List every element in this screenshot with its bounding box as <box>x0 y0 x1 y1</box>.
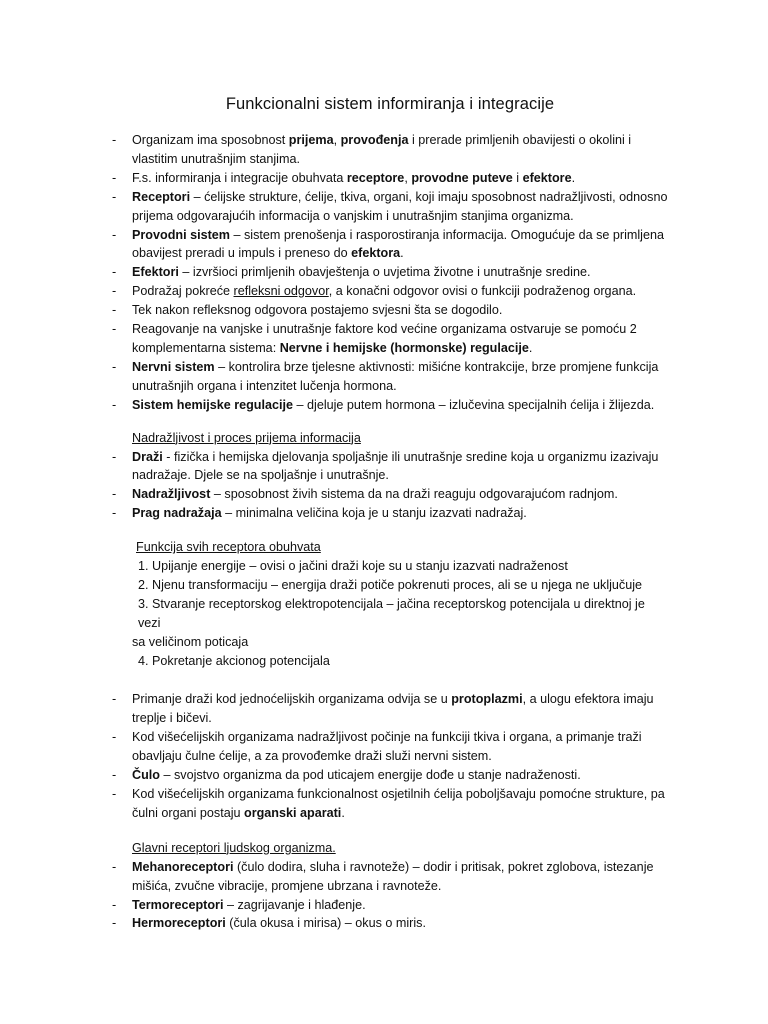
list-item: - Kod višećelijskih organizama funkcionalnost osjetilnih ćelija poboljšavaju pomoćne strukture, pa čulni organi postaju organski aparati. <box>112 787 665 820</box>
dash-marker: - <box>112 692 117 707</box>
list-item: - Čulo – svojstvo organizma da pod uticajem energije dođe u stanje nadraženosti. <box>112 766 668 785</box>
dash-marker: - <box>112 284 117 299</box>
dash-marker: - <box>112 303 117 318</box>
section-heading: Glavni receptori ljudskog organizma. <box>132 840 336 855</box>
numbered-item: 4. Pokretanje akcionog potencijala <box>138 653 330 668</box>
numbered-item: 3. Stvaranje receptorskog elektropotencijala – jačina receptorskog potencijala u direktnoj je vezi sa veličinom poticaja <box>132 596 645 649</box>
list-item: - Prag nadražaja – minimalna veličina koja je u stanju izazvati nadražaj. <box>112 504 668 523</box>
dash-marker: - <box>112 359 117 374</box>
list-item: - Reagovanje na vanjske i unutrašnje faktore kod većine organizama ostvaruje se pomoću 2 komplementarna sistema: Nervne i hemijske (hormonske) regulacije. <box>112 322 637 355</box>
dash-marker: - <box>112 859 117 874</box>
section-list <box>112 690 668 822</box>
intro-list <box>112 131 668 415</box>
page-title: Funkcionalni sistem informiranja i integracije <box>225 95 555 113</box>
dash-marker: - <box>112 916 117 931</box>
list-item: - Mehanoreceptori (čulo dodira, sluha i ravnoteže) – dodir i pritisak, pokret zglobova, istezanje mišića, zvučne vibracije, promjene ubrzana i ravnoteže. <box>112 859 654 893</box>
dash-marker: - <box>112 265 117 280</box>
dash-marker: - <box>112 768 117 783</box>
dash-marker: - <box>112 506 117 521</box>
list-item: - Kod višećelijskih organizama nadražljivost počinje na funkciji tkiva i organa, a primanje traži obavljaju čulne ćelije, a za provođemke draži služi nervni sistem. <box>112 730 642 764</box>
list-item: - Podražaj pokreće refleksni odgovor, a konačni odgovor ovisi o funkciji podraženog organa. <box>112 282 668 301</box>
list-item: - F.s. informiranja i integracije obuhvata receptore, provodne puteve i efektore. <box>112 169 668 188</box>
dash-marker: - <box>112 170 117 185</box>
dash-marker: - <box>112 897 117 912</box>
dash-marker: - <box>112 227 117 242</box>
dash-marker: - <box>112 730 117 745</box>
dash-marker: - <box>112 449 117 464</box>
numbered-list <box>112 557 668 670</box>
dash-marker: - <box>112 133 117 147</box>
list-item: - Draži - fizička i hemijska djelovanja spoljašnje ili unutrašnje sredine koja u organizmu izazivaju nadražaje. Djele se na spoljašnje i unutrašnje. <box>112 449 659 483</box>
list-item: - Termoreceptori – zagrijavanje i hlađenje. <box>112 896 668 915</box>
list-item: - Primanje draži kod jednoćelijskih organizama odvija se u protoplazmi, a ulogu efektora imaju treplje i bičevi. <box>112 692 654 726</box>
section-heading: Funkcija svih receptora obuhvata <box>136 540 321 555</box>
list-item: - Tek nakon refleksnog odgovora postajemo svjesni šta se dogodilo. <box>112 301 668 320</box>
list-item: - Nadražljivost – sposobnost živih sistema da na draži reaguju odgovarajućom radnjom. <box>112 485 668 504</box>
dash-marker: - <box>112 189 117 204</box>
section-list <box>112 448 668 524</box>
dash-marker: - <box>112 322 117 337</box>
list-item: - Sistem hemijske regulacije – djeluje putem hormona – izlučevina specijalnih ćelija i žlijezda. <box>112 396 668 415</box>
list-item: - Organizam ima sposobnost prijema, provođenja i prerade primljenih obavijesti o okolini i vlastitim unutrašnjim stanjima. <box>112 133 632 166</box>
list-item: - Receptori – ćelijske strukture, ćelije, tkiva, organi, koji imaju sposobnost nadražljivosti, odnosno prijema odgovarajućih informacija o vanjskim i unutrašnjim stanjima organizma. <box>112 189 668 223</box>
dash-marker: - <box>112 487 117 502</box>
list-item: - Efektori – izvršioci primljenih obavještenja o uvjetima životne i unutrašnje sredine. <box>112 263 668 282</box>
list-item: - Nervni sistem – kontrolira brze tjelesne aktivnosti: mišićne kontrakcije, brze promjene funkcija unutrašnjih organa i intenzitet lučenja hormona. <box>112 359 659 393</box>
dash-marker: - <box>112 397 117 412</box>
section-list <box>112 858 668 934</box>
section-heading: Nadražljivost i proces prijema informacija <box>132 430 361 445</box>
dash-marker: - <box>112 787 117 801</box>
numbered-item: 1. Upijanje energije – ovisi o jačini draži koje su u stanju izazvati nadraženost <box>138 559 568 574</box>
list-item: - Hermoreceptori (čula okusa i mirisa) – okus o miris. <box>112 914 668 933</box>
numbered-item: 2. Njenu transformaciju – energija draži potiče pokrenuti proces, ali se u njega ne uključuje <box>138 577 643 592</box>
list-item: - Provodni sistem – sistem prenošenja i rasporostiranja informacija. Omogućuje da se primljena obavijest preradi u impuls i preneso do efektora. <box>112 227 664 261</box>
